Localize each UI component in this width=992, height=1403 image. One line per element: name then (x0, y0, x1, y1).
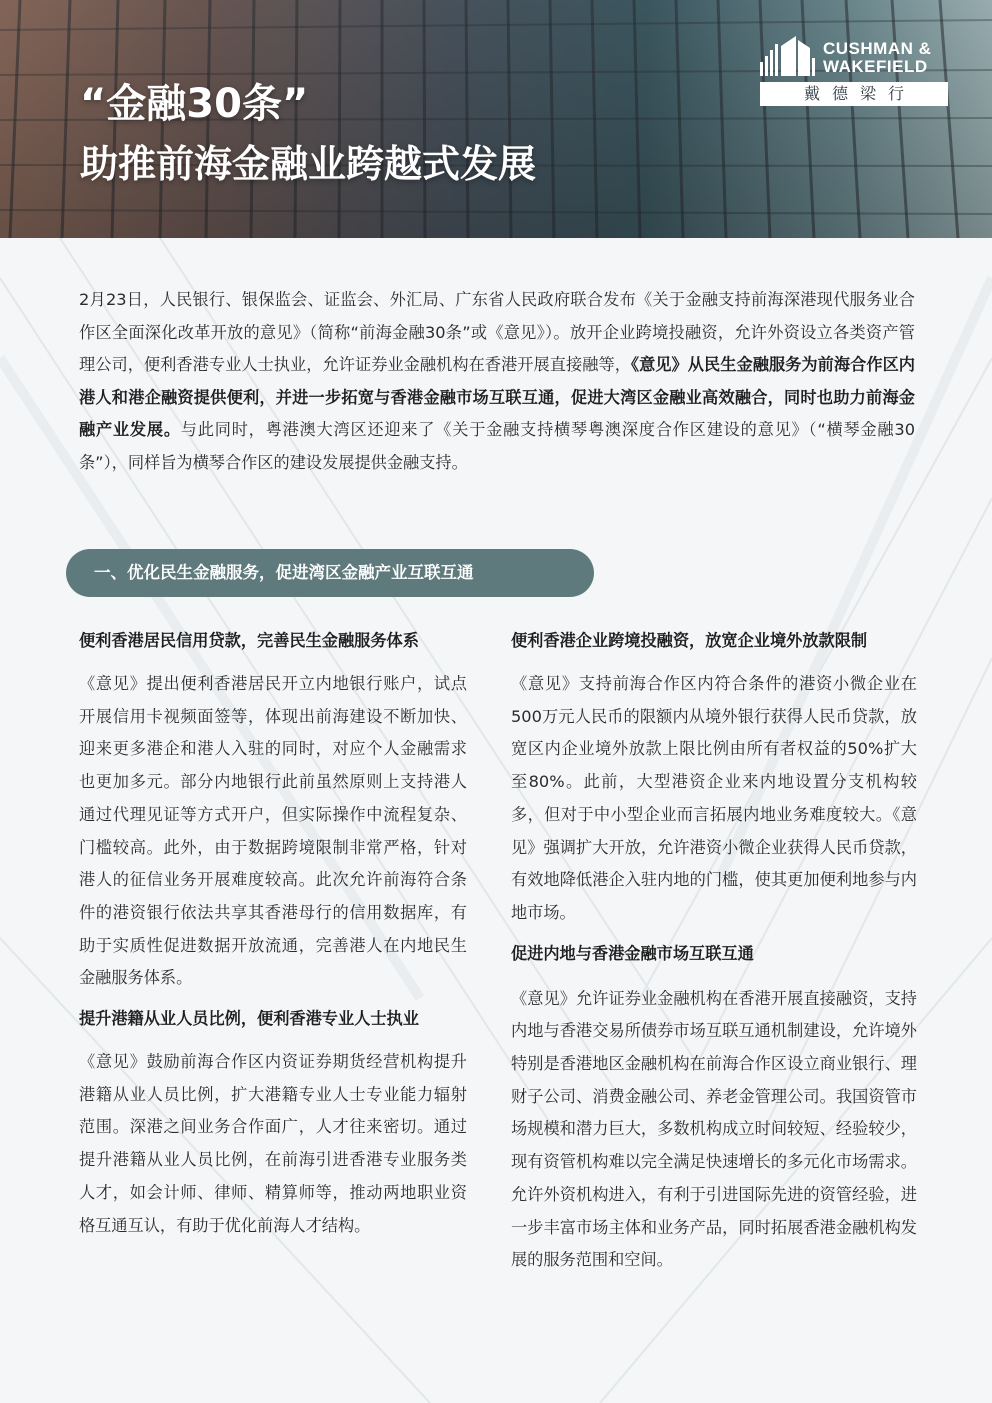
right-subheading-2: 促进内地与香港金融市场互联互通 (511, 943, 754, 963)
intro-highlight: 《意见》从民生金融服务为前海合作区内港人和港企融资提供便利，并进一步拓宽与香港金融市场互联互通，促进大湾区金融业高效融合，同时也助力前海金融产业发展。 (79, 355, 915, 439)
right-column (511, 626, 917, 1277)
intro-text-end: 与此同时，粤港澳大湾区还迎来了《关于金融支持横琴粤澳深度合作区建设的意见》（“横琴金融30条”），同样旨为横琴合作区的建设发展提供金融支持。 (79, 420, 915, 472)
intro-paragraph (79, 284, 915, 479)
right-subheading-1: 便利香港企业跨境投融资，放宽企业境外放款限制 (511, 631, 868, 650)
title-line-1: “金融30条” (80, 81, 309, 127)
intro-text-start: 2月23日，人民银行、银保监会、证监会、外汇局、广东省人民政府联合发布《关于金融支持前海深港现代服务业合作区全面深化改革开放的意见》（简称“前海金融30条”或《意见》）。放开企业跨境投融资，允许外资设立各类资产管理公司，便利香港专业人士执业，允许证券业金融机构在香港开展直接融等， (79, 290, 915, 374)
title-line-2: 助推前海金融业跨越式发展 (80, 142, 537, 186)
left-paragraph-1: 《意见》提出便利香港居民开立内地银行账户，试点开展信用卡视频面签等，体现出前海建设不断加快、迎来更多港企和港人入驻的同时，对应个人金融需求也更加多元。部分内地银行此前虽然原则上支持港人通过代理见证等方式开户，但实际操作中流程复杂、门槛较高。此外，由于数据跨境限制非常严格，针对港人的征信业务开展难度较高。此次允许前海符合条件的港资银行依法共享其香港母行的信用数据库，有助于实质性促进数据开放流通，完善港人在内地民生金融服务体系。 (79, 674, 467, 988)
left-paragraph-2: 《意见》鼓励前海合作区内资证券期货经营机构提升港籍从业人员比例，扩大港籍专业人士专业能力辐射范围。深港之间业务合作面广，人才往来密切。通过提升港籍从业人员比例，在前海引进香港专业服务类人才，如会计师、律师、精算师等，推动两地职业资格互通互认，有助于优化前海人才结构。 (79, 1052, 467, 1235)
logo-brand-line-2: WAKEFIELD (823, 57, 928, 76)
right-paragraph-1: 《意见》支持前海合作区内符合条件的港资小微企业在500万元人民币的限额内从境外银行获得人民币贷款，放宽区内企业境外放款上限比例由所有者权益的50%扩大至80%。此前，大型港资企业来内地设置分支机构较多，但对于中小型企业而言拓展内地业务难度较大。《意见》强调扩大开放，允许港资小微企业获得人民币贷款，有效地降低港企入驻内地的门槛，使其更加便利地参与内地市场。 (511, 674, 917, 922)
left-subheading-2: 提升港籍从业人员比例，便利香港专业人士执业 (79, 1009, 419, 1029)
right-paragraph-2: 《意见》允许证券业金融机构在香港开展直接融资，支持内地与香港交易所债券市场互联互通机制建设，允许境外特别是香港地区金融机构在前海合作区设立商业银行、理财子公司、消费金融公司、养老金管理公司。我国资管市场规模和潜力巨大，多数机构成立时间较短、经验较少，现有资管机构难以完全满足快速增长的多元化市场需求。允许外资机构进入，有利于引进国际先进的资管经验，进一步丰富市场主体和业务产品，同时拓展香港金融机构发展的服务范围和空间。 (511, 988, 917, 1270)
left-column (79, 626, 467, 1242)
logo-brand-line-1: CUSHMAN & (823, 39, 932, 58)
logo-chinese-name: 戴德梁行 (760, 82, 948, 106)
section-heading: 一、优化民生金融服务，促进湾区金融产业互联互通 (66, 549, 594, 597)
left-subheading-1: 便利香港居民信用贷款，完善民生金融服务体系 (79, 631, 419, 650)
